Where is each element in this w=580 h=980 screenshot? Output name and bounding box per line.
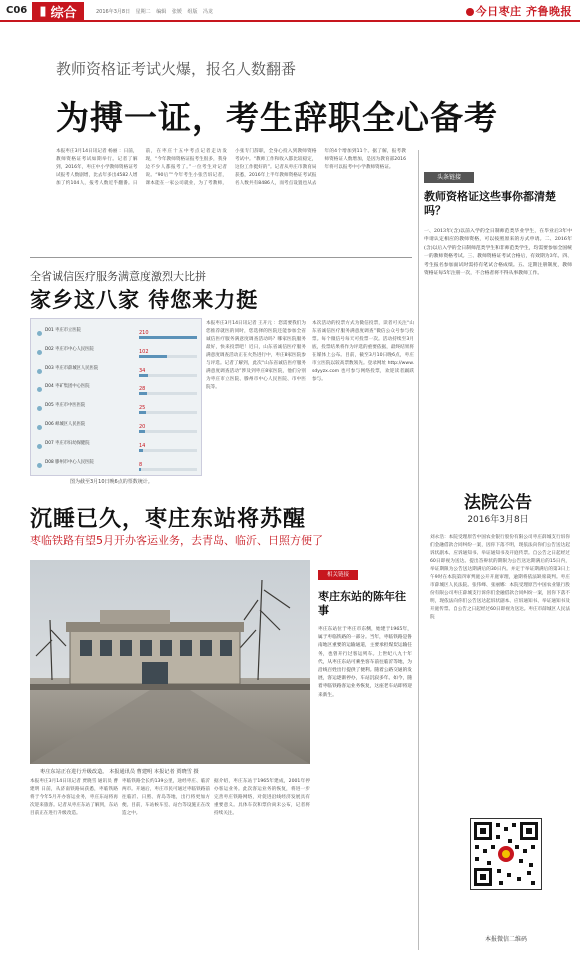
article2-headline: 家乡这八家 待您来力挺 xyxy=(30,288,259,312)
chart-bar-track xyxy=(139,374,197,377)
column-divider xyxy=(418,150,419,950)
chart-row xyxy=(31,325,203,343)
chart-category-label: D07 枣庄市妇幼保健院 xyxy=(45,440,90,446)
court-notice-title: 法院公告 xyxy=(464,493,532,513)
chart-row xyxy=(31,457,203,475)
chart-bar-track xyxy=(139,468,197,471)
article3-body-col3: 据介绍，枣庄东站于1965年建成，2001年停办客运业务。此次客运业务的恢复，将进一步完善枣庄铁路网络，对促进沿线经济发展具有重要意义。具体车次和票价尚未公布，记者将持续关注。 xyxy=(214,779,310,816)
chart-bar xyxy=(139,449,143,452)
article2-kicker: 全省诚信医疗服务满意度激烈大比拼 xyxy=(30,270,206,283)
qr-code-icon xyxy=(470,818,542,890)
chart-value-label: 14 xyxy=(139,442,146,449)
rail-tag: 头条链接 xyxy=(424,172,474,183)
chart-category-label: D08 滕州市中心人民医院 xyxy=(45,459,94,465)
chart-category-label: D03 枣庄市薛城区人民医院 xyxy=(45,365,99,371)
chart-bar-track xyxy=(139,355,197,358)
chart-caption: 图为截至3月10日晚6点的票数统计。 xyxy=(70,479,153,485)
masthead xyxy=(466,3,572,19)
vote-chart xyxy=(30,318,202,476)
chart-bar-track xyxy=(139,411,197,414)
article1-body: 本报枣庄3月14日讯记者 杨丽 ：日前，教师资格证考试如期举行。记者了解到，2016年，枣庄中小学教师资格证考试报考人数剧增，比去年多出4582人增加了约104人，报考人数近乎翻番。日前，在枣庄十五中考点记者走访发现，“今年教师资格证报考生很多，我身边不少人都报考了。”一位考生对记者说。“90后”“今年考生小张告诉记者，课本能在一家公司就业，为了考教师，小张专门辞职，全身心投入到教师资格考试中。“教师工作和收入都比较稳定，这份工作挺好的”。记者从枣庄市教育局获悉，2016年上半年教师资格证考试报名人数共有8486人，而考点设置也从去年的4个增加到11个。据了解，报考教师资格证人数增加，是因为教育部2016年将可以报考中小学教师资格证。 xyxy=(56,149,406,186)
divider xyxy=(30,257,412,258)
chart-value-label: 8 xyxy=(139,461,143,468)
bullet-icon xyxy=(37,369,42,374)
page-code: C06 xyxy=(6,5,28,16)
chart-value-label: 28 xyxy=(139,386,146,393)
article3-body-col2: 枣临铁路全长约139公里，途经枣庄、临沂两市。开通后，枣庄市民可通过枣临铁路前往临沂、日照、青岛等地，出行将更加方便。目前，车站候车室、站台等设施正在改造之中。 xyxy=(122,779,210,816)
chart-row xyxy=(31,381,203,399)
bullet-icon xyxy=(37,463,42,468)
chart-row xyxy=(31,400,203,418)
bullet-icon xyxy=(37,406,42,411)
article2-body-col2: 本次活动的投票方式为微信投票，读者可关注“山东省诚信医疗服务满意度调查”微信公众号参与投票。每个微信号每天可投票一次。活动持续至3月底，投票结果将作为评选的重要依据，最终结果将在媒体上公布。目前，截至3月10日晚6点，枣庄市立医院以较高票数领先。登录网址 http://www.sdyyzx.com 也可参与网络投票，欢迎读者踊跃参与。 xyxy=(312,321,414,382)
chart-bar xyxy=(139,374,148,377)
photo-caption: 枣庄东站正在进行升级改造。 本报通讯员 曹建明 本报记者 贾晓雪 摄 xyxy=(40,769,199,775)
chart-bar xyxy=(139,468,141,471)
chart-value-label: 25 xyxy=(139,405,146,412)
section-title: 综合 xyxy=(50,6,77,21)
chart-bar-track xyxy=(139,430,197,433)
bullet-icon xyxy=(37,331,42,336)
chart-bar xyxy=(139,355,167,358)
bullet-icon xyxy=(37,350,42,355)
station-photo xyxy=(30,560,310,764)
chart-value-label: 20 xyxy=(139,424,146,430)
chart-category-label: D05 枣庄市中医医院 xyxy=(45,403,86,409)
chart-row xyxy=(31,419,203,437)
court-notice-date: 2016年3月8日 xyxy=(467,515,529,525)
chart-bar xyxy=(139,430,145,433)
chart-value-label: 210 xyxy=(139,330,149,336)
chart-row xyxy=(31,438,203,456)
rail-body: 一、2013年(含)以前入学的全日制师范类毕业学生，在毕业后3年中申请认定相应的教师资格，可以按照原来的方式申请。二、2016年(含)以后入学的全日制师范类学生和非师范类学生，均需要参加全国统一的教师资格考试。三、教师资格证考试合格后，有效期为3年。四、考生报名参加面试时需持有笔试合格成绩。五、定期注册制度，教师资格证每5年注册一次，不合格者将不得从事教师工作。 xyxy=(424,229,572,277)
chart-bar xyxy=(139,411,146,414)
bullet-icon xyxy=(37,425,42,430)
related-link-tag: 相关链接 xyxy=(318,570,358,580)
chart-category-label: D01 枣庄市立医院 xyxy=(45,328,81,333)
article1-subhead: 教师资格证考试火爆，报名人数翻番 xyxy=(56,60,297,78)
sidebar-body: 枣庄东站位于枣庄市东侧，始建于1965年，属于枣临铁路的一部分。当年，枣临铁路是鲁南地区重要的运输通道，主要承担煤炭运输任务，也曾开行过客运列车。上世纪八九十年代，从枣庄东站可乘坐客车前往临沂等地，为沿线百姓出行提供了便利。随着公路交通的发展，客运逐渐停办，车站沉寂多年。如今，随着枣临铁路客运业务恢复，这座老车站即将迎来新生。 xyxy=(318,627,412,698)
section-icon: ▮ xyxy=(39,4,47,19)
issue-info: 2016年3月8日 星期二 编辑 张媛 组版 冯龙 xyxy=(96,9,214,15)
chart-value-label: 102 xyxy=(139,348,149,355)
chart-row xyxy=(31,344,203,362)
section-label xyxy=(32,2,84,21)
qr-caption: 本报微信二维码 xyxy=(484,936,527,943)
chart-category-label: D06 峄城区人民医院 xyxy=(45,422,86,427)
sidebar-headline: 枣庄东站的陈年往事 xyxy=(318,590,406,617)
chart-bar-track xyxy=(139,392,197,395)
rail-headline: 教师资格证这些事你都清楚吗？ xyxy=(424,190,556,217)
bullet-icon xyxy=(37,444,42,449)
chart-bar xyxy=(139,392,147,395)
chart-value-label: 34 xyxy=(139,367,146,374)
masthead-title: 今日枣庄 齐鲁晚报 xyxy=(475,5,572,18)
article1-headline: 为搏一证，考生辞职全心备考 xyxy=(56,98,498,137)
chart-row xyxy=(31,363,203,381)
article3-subhead: 枣临铁路有望5月开办客运业务，去青岛、临沂、日照方便了 xyxy=(30,534,323,547)
court-notice-body: 刘永浩：本院受理原告中国农业银行股份有限公司枣庄薛城支行诉你们金融借款合同纠纷一案，因你下落不明，现依法向你们公告送达起诉状副本、应诉通知书、举证通知书及开庭传票。自公告之日起经过60日即视为送达。提出答辩状的期限为公告送达期满后的15日内，举证期限为公告送达期满后的30日内。并定于举证期满后的第3日上午9时在本院第四审判庭公开开庭审理，逾期将依法缺席裁判。枣庄市薛城区人民法院。张伟峰、张丽娜：本院受理原告中国农业银行股份有限公司枣庄薛城支行诉你们金融借款合同纠纷一案，因你下落不明，现依法向你们公告送达起诉状副本、应诉通知书、举证通知书及开庭传票。自公告之日起经过60日即视为送达。枣庄市薛城区人民法院 xyxy=(430,535,570,620)
article3-body-col1: 本报枣庄3月14日讯记者 贾晓雪 通讯员 曹建明 日前，从济南铁路局获悉，枣临铁路将于今年5月开办客运业务，枣庄东站将再次迎来旅客。记者从枣庄东站了解到，东站目前正在进行升级改造。 xyxy=(30,779,118,816)
article3-headline: 沉睡已久，枣庄东站将苏醒 xyxy=(30,507,307,532)
chart-category-label: D02 枣庄市中心人民医院 xyxy=(45,346,94,352)
masthead-logo-icon xyxy=(466,8,474,16)
chart-bar xyxy=(139,336,197,339)
article2-body-col1: 本报枣庄3月14日讯记者 王开元 ：您需要我们为您推荐就医的同时，您选择的医院还能参加全省诚信医疗服务满意度调查活动吗？哪家医院服务最好，快来投票吧！近日，山东省诚信医疗服务满意度调查活动正在火热进行中，枣庄8家医院参与评选。记者了解到，此次“山东省诚信医疗服务满意度调查活动”涉及到枣庄8家医院，他们分别为枣庄市立医院、滕州市中心人民医院、市中医院等。 xyxy=(206,321,306,390)
chart-bar-track xyxy=(139,449,197,452)
chart-category-label: D04 枣矿集团中心医院 xyxy=(45,384,90,390)
bullet-icon xyxy=(37,387,42,392)
chart-bar-track xyxy=(139,336,197,339)
